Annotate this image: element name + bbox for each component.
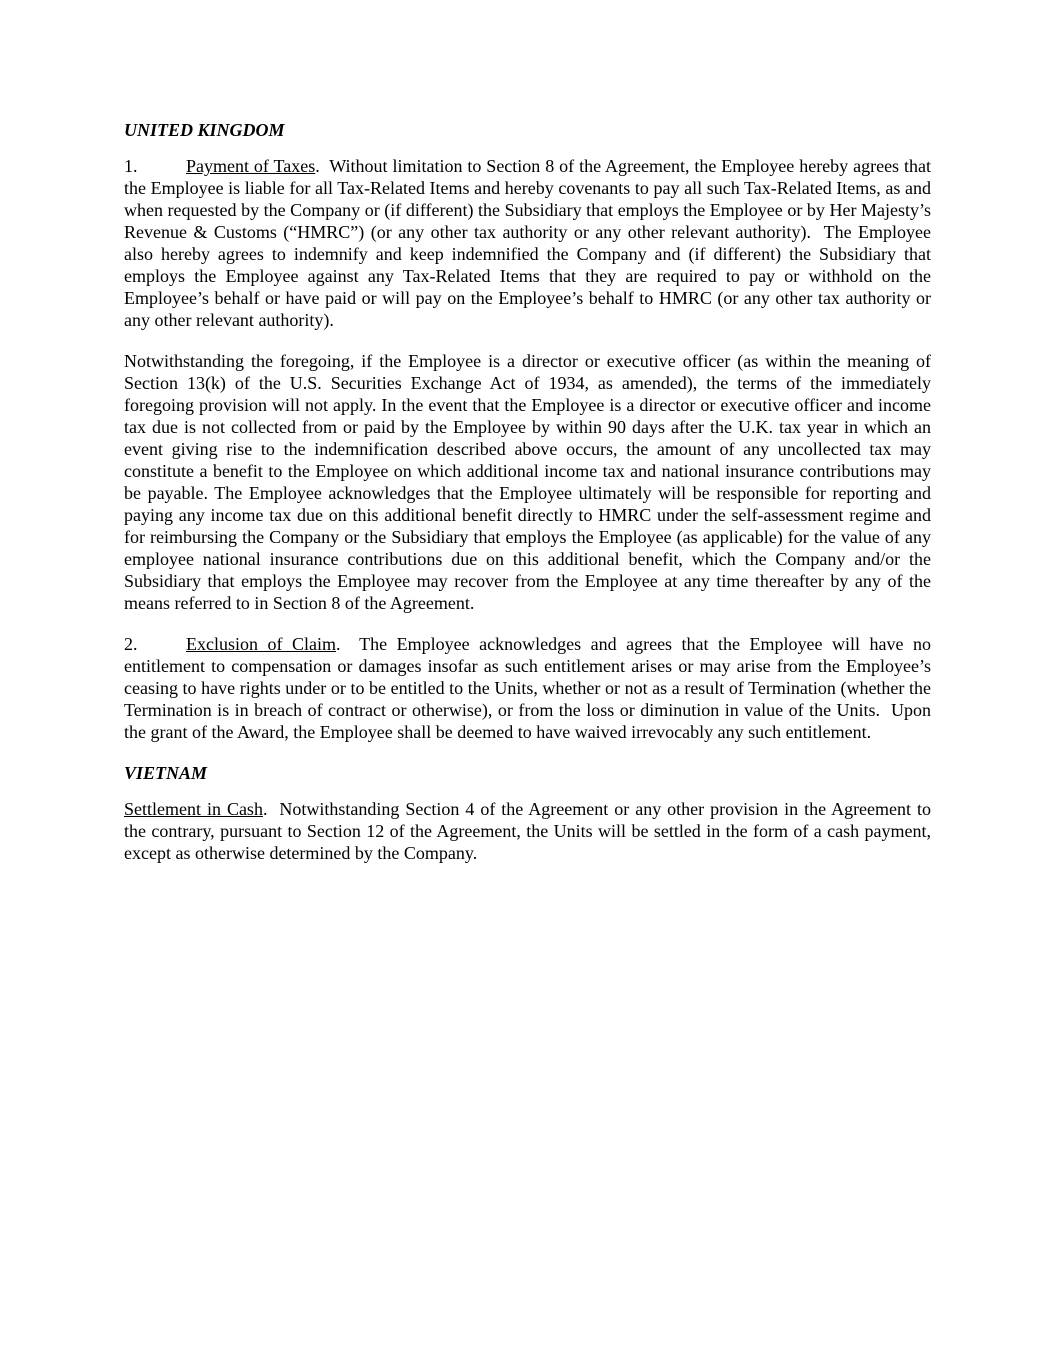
paragraph-number: 1. [124,156,138,176]
section-heading-united-kingdom: UNITED KINGDOM [124,120,285,140]
section-heading-vietnam: VIETNAM [124,763,208,783]
paragraph-title: Exclusion of Claim [186,634,336,654]
paragraph-payment-of-taxes [124,155,931,331]
paragraph-settlement-in-cash [124,798,931,864]
paragraph-body: . The Employee acknowledges and agrees that the Employee will have no entitlement to compensation or damages insofar as such entitlement arises or may arise from the Employee’s ceasing to have rights under or to be entitled to the Units, whether or not as a result of Termination (whether the Termination is in breach of contract or otherwise), or from the loss or diminution in value of the Units. Upon the grant of the Award, the Employee shall be deemed to have waived irrevocably any such entitlement. [124,634,932,742]
paragraph-title: Settlement in Cash [124,799,263,819]
paragraph-body: Notwithstanding the foregoing, if the Employee is a director or executive officer (as within the meaning of Section 13(k) of the U.S. Securities Exchange Act of 1934, as amended), the terms of the immediately foregoing provision will not apply. In the event that the Employee is a director or executive officer and income tax due is not collected from or paid by the Employee by within 90 days after the U.K. tax year in which an event giving rise to the indemnification described above occurs, the amount of any uncollected tax may constitute a benefit to the Employee on which additional income tax and national insurance contributions may be payable. The Employee acknowledges that the Employee ultimately will be responsible for reporting and paying any income tax due on this additional benefit directly to HMRC under the self-assessment regime and for reimbursing the Company or the Subsidiary that employs the Employee (as applicable) for the value of any employee national insurance contributions due on this additional benefit, which the Company and/or the Subsidiary that employs the Employee may recover from the Employee at any time thereafter by any of the means referred to in Section 8 of the Agreement. [124,351,931,613]
paragraph-notwithstanding [124,350,931,614]
paragraph-title: Payment of Taxes [186,156,316,176]
paragraph-body: . Without limitation to Section 8 of the Agreement, the Employee hereby agrees that the Employee is liable for all Tax-Related Items and hereby covenants to pay all such Tax-Related Items, as and when requested by the Company or (if different) the Subsidiary that employs the Employee or by Her Majesty’s Revenue & Customs (“HMRC”) (or any other tax authority or any other relevant authority). The Employee also hereby agrees to indemnify and keep indemnified the Company and (if different) the Subsidiary that employs the Employee against any Tax-Related Items that they are required to pay or withhold on the Employee’s behalf or have paid or will pay on the Employee’s behalf to HMRC (or any other tax authority or any other relevant authority). [124,156,931,330]
paragraph-body: . Notwithstanding Section 4 of the Agreement or any other provision in the Agreement to the contrary, pursuant to Section 12 of the Agreement, the Units will be settled in the form of a cash payment, except as otherwise determined by the Company. [124,799,932,863]
paragraph-exclusion-of-claim [124,633,931,743]
paragraph-number: 2. [124,634,138,654]
